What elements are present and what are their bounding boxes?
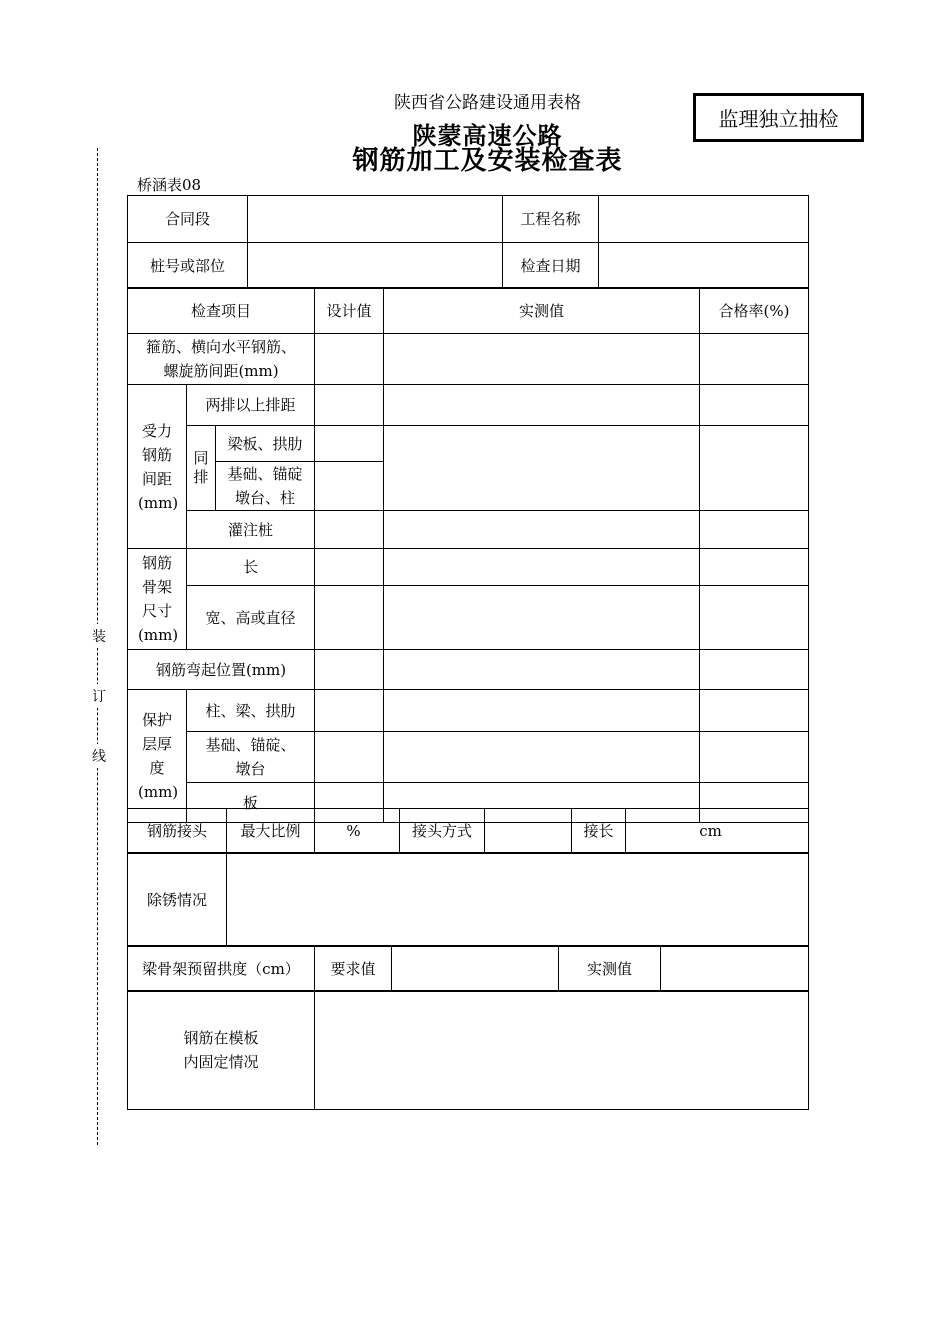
two-rows-label: 两排以上排距 xyxy=(187,385,315,426)
two-rows-design[interactable] xyxy=(315,385,384,426)
column-beam-measured[interactable] xyxy=(384,690,700,732)
project-name-label: 工程名称 xyxy=(503,196,599,243)
joint-method-label: 接头方式 xyxy=(400,809,485,854)
cm-unit: cm xyxy=(699,822,722,840)
beam-slab-design[interactable] xyxy=(315,426,384,462)
bored-pile-design[interactable] xyxy=(315,511,384,549)
width-height-label: 宽、高或直径 xyxy=(187,586,315,650)
max-ratio-label: 最大比例 xyxy=(227,809,315,854)
joint-length-label: 接长 xyxy=(572,809,626,854)
width-height-rate[interactable] xyxy=(700,586,809,650)
col-item-header: 检查项目 xyxy=(128,288,315,334)
stirrup-label: 箍筋、横向水平钢筋、螺旋筋间距(mm) xyxy=(128,334,315,385)
rust-table xyxy=(127,852,809,947)
binding-char-2: 订 xyxy=(92,684,106,708)
length-design[interactable] xyxy=(315,549,384,586)
bend-position-design[interactable] xyxy=(315,650,384,690)
bored-pile-rate[interactable] xyxy=(700,511,809,549)
formwork-label: 钢筋在模板内固定情况 xyxy=(128,991,315,1110)
camber-table xyxy=(127,945,809,992)
info-table xyxy=(127,195,809,289)
stirrup-measured[interactable] xyxy=(384,334,700,385)
form-series-title: 陕西省公路建设通用表格 xyxy=(394,93,581,113)
slab-label: 板 xyxy=(187,783,315,823)
column-beam-label: 柱、梁、拱肋 xyxy=(187,690,315,732)
joint-label: 钢筋接头 xyxy=(128,809,227,854)
form-code: 桥涵表08 xyxy=(137,176,202,194)
bend-position-rate[interactable] xyxy=(700,650,809,690)
width-height-measured[interactable] xyxy=(384,586,700,650)
same-row-rate[interactable] xyxy=(700,426,809,511)
camber-measured-label: 实测值 xyxy=(559,946,661,992)
camber-required-label: 要求值 xyxy=(315,946,392,992)
form-title: 钢筋加工及安装检查表 xyxy=(352,146,623,176)
foundation-pier-label: 基础、锚碇、墩台 xyxy=(187,732,315,783)
rust-label: 除锈情况 xyxy=(128,853,227,947)
binding-char-3: 线 xyxy=(92,744,106,768)
length-rate[interactable] xyxy=(700,549,809,586)
bored-pile-label: 灌注桩 xyxy=(187,511,315,549)
bored-pile-measured[interactable] xyxy=(384,511,700,549)
inspection-table xyxy=(127,287,809,823)
beam-slab-label: 梁板、拱肋 xyxy=(216,426,315,462)
station-field[interactable] xyxy=(248,243,503,289)
width-height-design[interactable] xyxy=(315,586,384,650)
foundation-pier-design[interactable] xyxy=(315,732,384,783)
foundation-pier-measured[interactable] xyxy=(384,732,700,783)
contract-field[interactable] xyxy=(248,196,503,243)
length-label: 长 xyxy=(187,549,315,586)
foundation-pier-rate[interactable] xyxy=(700,732,809,783)
date-label: 检查日期 xyxy=(503,243,599,289)
formwork-table xyxy=(127,990,809,1110)
project-name-field[interactable] xyxy=(599,196,809,243)
stirrup-design[interactable] xyxy=(315,334,384,385)
same-row-label: 同排 xyxy=(187,426,216,511)
camber-required-field[interactable] xyxy=(392,946,559,992)
two-rows-rate[interactable] xyxy=(700,385,809,426)
max-ratio-field[interactable] xyxy=(315,809,400,854)
date-field[interactable] xyxy=(599,243,809,289)
joint-length-field[interactable] xyxy=(626,809,809,854)
foundation-anchor-design[interactable] xyxy=(315,462,384,511)
formwork-field[interactable] xyxy=(315,991,809,1110)
station-label: 桩号或部位 xyxy=(128,243,248,289)
camber-measured-field[interactable] xyxy=(661,946,809,992)
same-row-measured[interactable] xyxy=(384,426,700,511)
force-group-label: 受力钢筋间距(mm) xyxy=(128,385,187,549)
two-rows-measured[interactable] xyxy=(384,385,700,426)
contract-label: 合同段 xyxy=(128,196,248,243)
col-measured-header: 实测值 xyxy=(384,288,700,334)
percent-unit: % xyxy=(346,822,361,840)
foundation-anchor-label: 基础、锚碇墩台、柱 xyxy=(216,462,315,511)
column-beam-design[interactable] xyxy=(315,690,384,732)
bend-position-measured[interactable] xyxy=(384,650,700,690)
stirrup-rate[interactable] xyxy=(700,334,809,385)
column-beam-rate[interactable] xyxy=(700,690,809,732)
supervision-stamp: 监理独立抽检 xyxy=(693,93,864,142)
camber-label: 梁骨架预留拱度（cm） xyxy=(128,946,315,992)
binding-char-1: 装 xyxy=(92,624,106,648)
length-measured[interactable] xyxy=(384,549,700,586)
project-name: 陕蒙高速公路 xyxy=(412,122,563,150)
col-rate-header: 合格率(%) xyxy=(700,288,809,334)
joint-table xyxy=(127,808,809,854)
cage-group-label: 钢筋骨架尺寸(mm) xyxy=(128,549,187,650)
rust-field[interactable] xyxy=(227,853,809,947)
bend-position-label: 钢筋弯起位置(mm) xyxy=(128,650,315,690)
cover-group-label: 保护层厚度(mm) xyxy=(128,690,187,823)
col-design-header: 设计值 xyxy=(315,288,384,334)
joint-method-field[interactable] xyxy=(485,809,572,854)
